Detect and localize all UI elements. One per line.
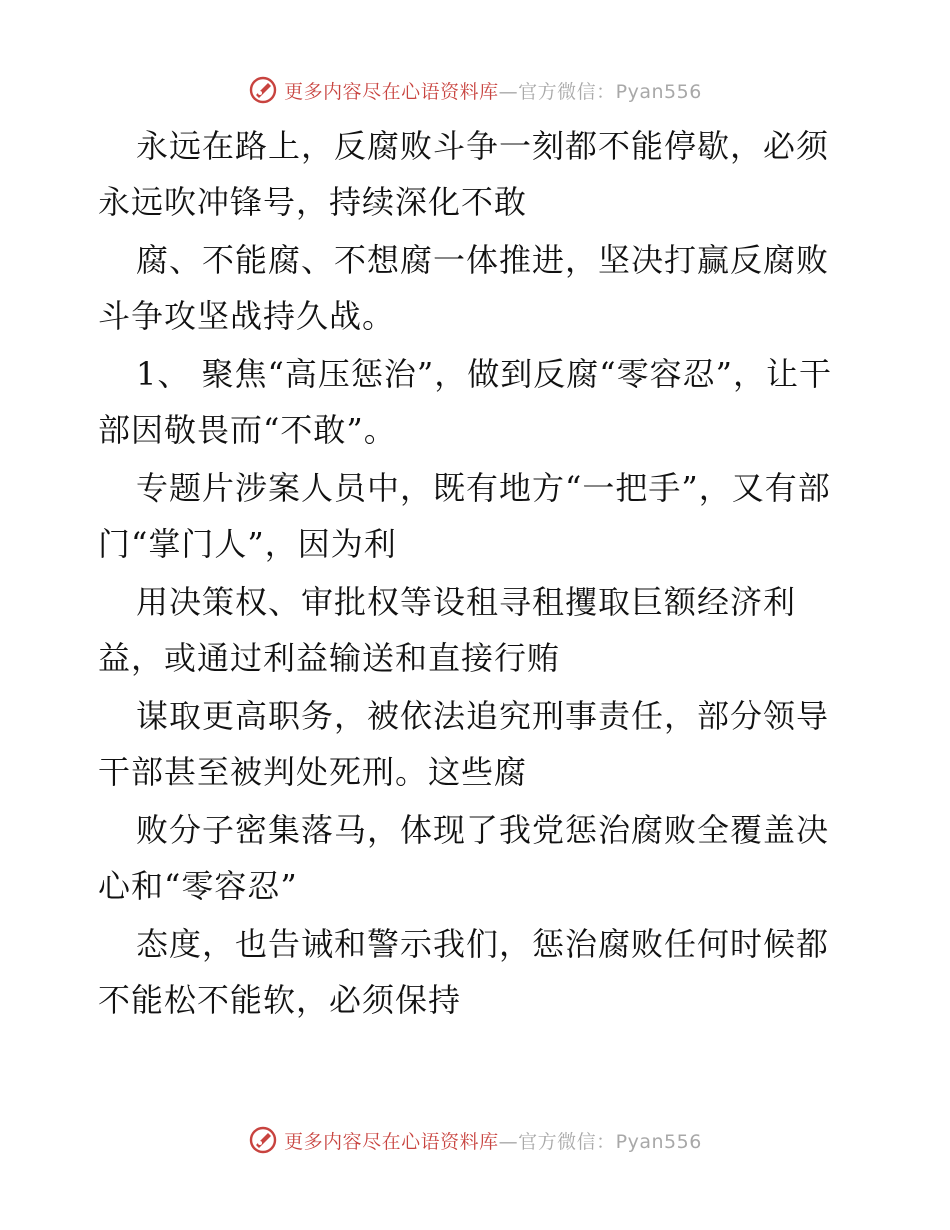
header-banner-wechat: —官方微信：Pyan556 [498,80,702,103]
paragraph-3: 1、 聚焦“高压惩治”，做到反腐“零容忍”，让干部因敬畏而“不敢”。 [98,355,832,449]
footer-banner-main: 更多内容尽在心语资料库 [284,1130,499,1153]
paragraph-2: 腐、不能腐、不想腐一体推进，坚决打赢反腐败斗争攻坚战持久战。 [98,241,830,335]
paragraph-7: 败分子密集落马，体现了我党惩治腐败全覆盖决心和“零容忍” [98,811,830,905]
footer-banner-text [284,1127,702,1154]
paragraph-8: 态度，也告诫和警示我们，惩治腐败任何时候都不能松不能软，必须保持 [98,925,830,1019]
header-banner-text [284,77,702,104]
library-logo-icon [248,75,278,105]
paragraph-4: 专题片涉案人员中，既有地方“一把手”，又有部门“掌门人”，因为利 [98,469,831,563]
library-logo-icon [248,1125,278,1155]
paragraph-1: 永远在路上，反腐败斗争一刻都不能停歇，必须永远吹冲锋号，持续深化不敢 [98,127,830,221]
footer-banner-wechat: —官方微信：Pyan556 [498,1130,702,1153]
paragraph-6: 谋取更高职务，被依法追究刑事责任，部分领导干部甚至被判处死刑。这些腐 [98,697,830,791]
page-header-banner [0,70,950,110]
paragraph-5: 用决策权、审批权等设租寻租攫取巨额经济利益，或通过利益输送和直接行贿 [98,583,797,677]
document-body [98,118,858,1030]
header-banner-main: 更多内容尽在心语资料库 [284,80,499,103]
page-footer-banner [0,1120,950,1160]
